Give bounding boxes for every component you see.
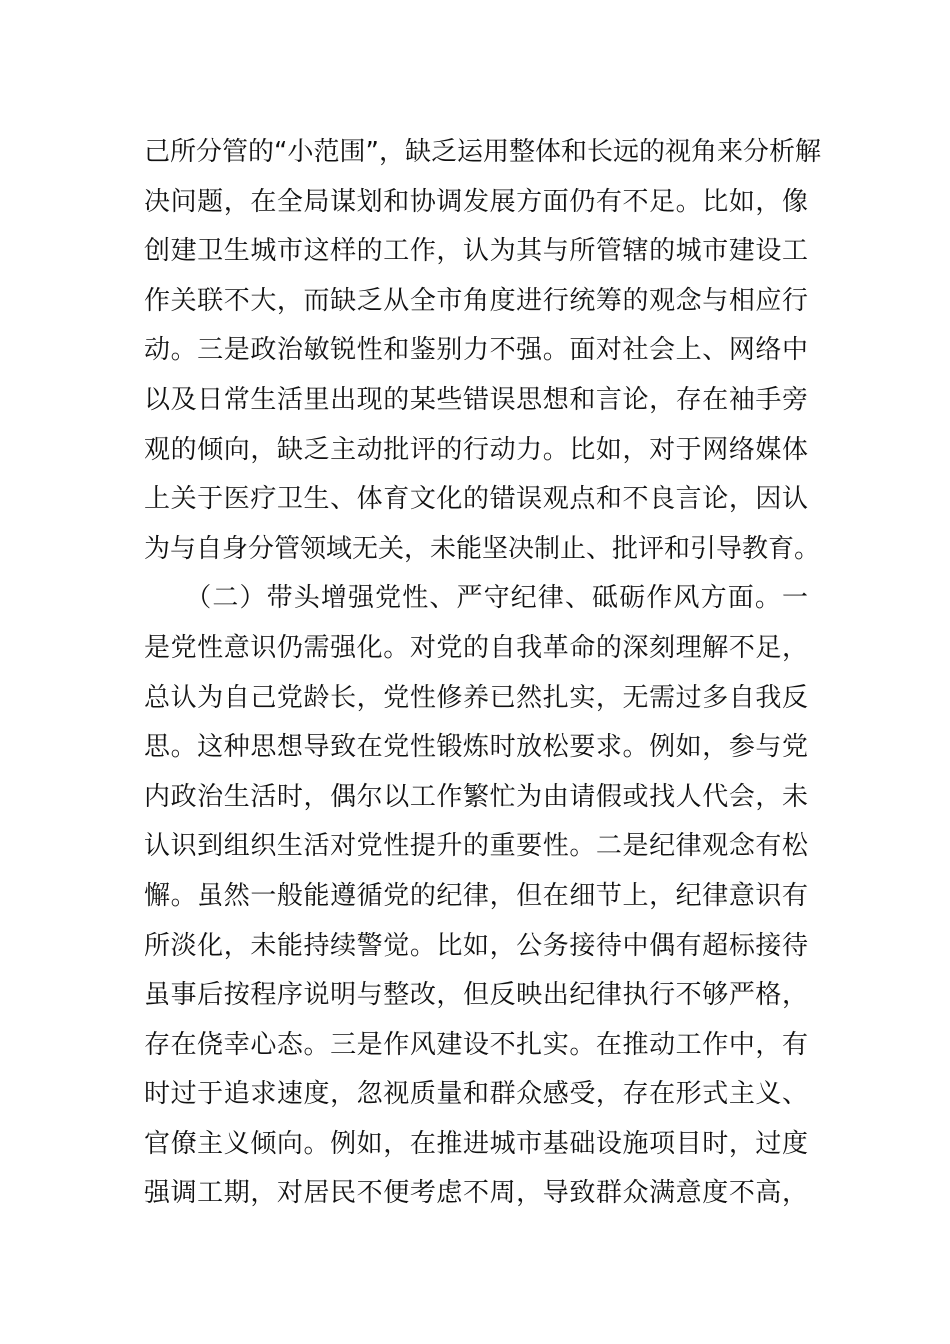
text-line-15: 认识到组织生活对党性提升的重要性。二是纪律观念有松 xyxy=(144,831,808,862)
text-line-6: 以及日常生活里出现的某些错误思想和言论，存在袖手旁 xyxy=(144,384,808,415)
body-text xyxy=(144,128,821,1219)
text-line-8: 上关于医疗卫生、体育文化的错误观点和不良言论，因认 xyxy=(144,484,808,515)
text-line-10: （二）带头增强党性、严守纪律、砥砺作风方面。一 xyxy=(144,583,808,614)
text-line-1: 己所分管的“小范围”，缺乏运用整体和长远的视角来分析解 xyxy=(144,137,821,167)
text-line-20: 时过于追求速度，忽视质量和群众感受，存在形式主义、 xyxy=(144,1079,808,1110)
text-line-19: 存在侥幸心态。三是作风建设不扎实。在推动工作中，有 xyxy=(144,1029,808,1060)
text-line-4: 作关联不大，而缺乏从全市角度进行统筹的观念与相应行 xyxy=(144,285,808,316)
text-line-21: 官僚主义倾向。例如，在推进城市基础设施项目时，过度 xyxy=(144,1128,808,1159)
text-line-18: 虽事后按程序说明与整改，但反映出纪律执行不够严格， xyxy=(144,980,808,1011)
text-line-7: 观的倾向，缺乏主动批评的行动力。比如，对于网络媒体 xyxy=(144,434,808,465)
text-line-22: 强调工期，对居民不便考虑不周，导致群众满意度不高， xyxy=(144,1178,808,1209)
text-line-11: 是党性意识仍需强化。对党的自我革命的深刻理解不足， xyxy=(144,632,808,663)
text-line-16: 懈。虽然一般能遵循党的纪律，但在细节上，纪律意识有 xyxy=(144,880,808,911)
text-line-2: 决问题，在全局谋划和协调发展方面仍有不足。比如，像 xyxy=(144,186,808,217)
text-line-5: 动。三是政治敏锐性和鉴别力不强。面对社会上、网络中 xyxy=(144,335,808,366)
text-line-12: 总认为自己党龄长，党性修养已然扎实，无需过多自我反 xyxy=(144,682,808,713)
text-line-17: 所淡化，未能持续警觉。比如，公务接待中偶有超标接待 xyxy=(144,930,808,961)
text-line-13: 思。这种思想导致在党性锻炼时放松要求。例如，参与党 xyxy=(144,732,808,763)
text-line-3: 创建卫生城市这样的工作，认为其与所管辖的城市建设工 xyxy=(144,236,808,267)
text-line-14: 内政治生活时，偶尔以工作繁忙为由请假或找人代会，未 xyxy=(144,781,808,812)
text-line-9: 为与自身分管领域无关，未能坚决制止、批评和引导教育。 xyxy=(144,533,821,564)
